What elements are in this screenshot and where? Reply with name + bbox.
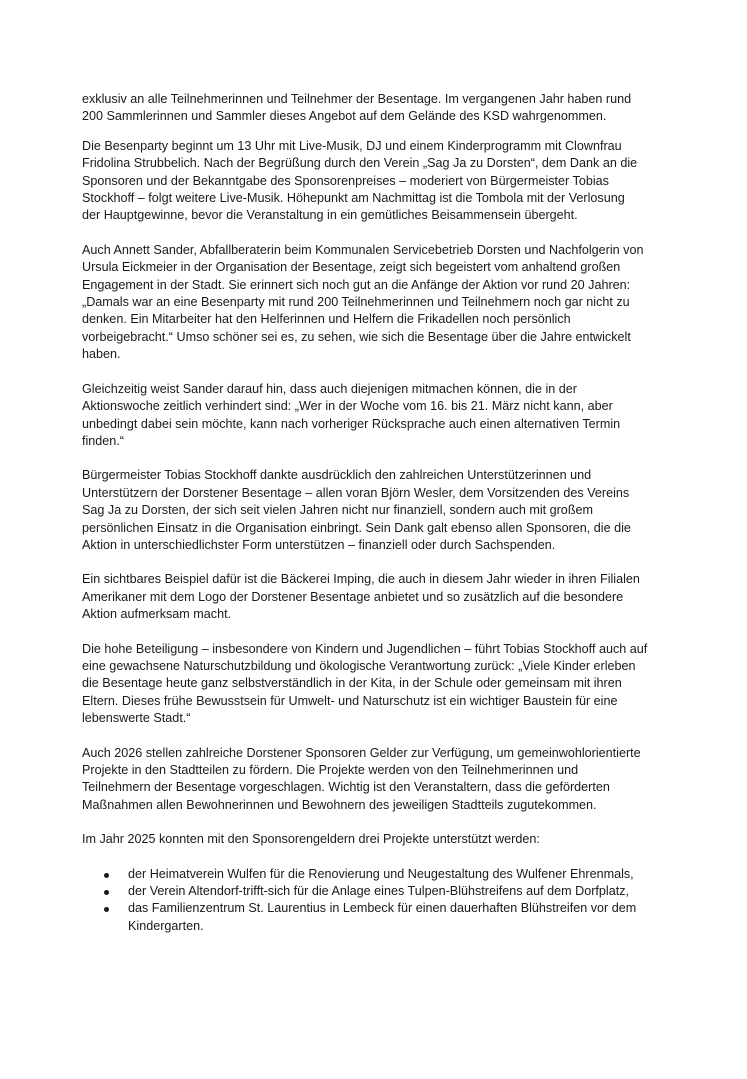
- list-item: [82, 883, 672, 900]
- paragraph-projects-2025: Im Jahr 2025 konnten mit den Sponsorengeldern drei Projekte unterstützt werden:: [82, 832, 540, 847]
- document-page: [82, 91, 672, 935]
- list-item-text: der Heimatverein Wulfen für die Renovierung und Neugestaltung des Wulfener Ehrenmals,: [128, 866, 634, 881]
- list-item-text: der Verein Altendorf-trifft-sich für die Anlage eines Tulpen-Blühstreifens auf dem Dorfplatz,: [128, 884, 629, 899]
- paragraph-baeckerei-imping: Ein sichtbares Beispiel dafür ist die Bäckerei Imping, die auch in diesem Jahr wieder in ihren Filialen Amerikaner mit dem Logo der Dorstener Besentage anbietet und so zusätzlich auf die besondere Aktion aufmerksam macht.: [82, 572, 640, 622]
- list-item: [82, 900, 672, 935]
- paragraph-alternative-date: Gleichzeitig weist Sander darauf hin, dass auch diejenigen mitmachen können, die in der Aktionswoche zeitlich verhindert sind: „Wer in der Woche vom 16. bis 21. März nicht kann, aber unbedingt dabei sein möchte, kann nach vorheriger Rücksprache auch einen alternativen Termin finden.“: [82, 381, 621, 448]
- list-item: [82, 866, 672, 883]
- paragraph-ksd-offer: exklusiv an alle Teilnehmerinnen und Teilnehmer der Besentage. Im vergangenen Jahr haben rund 200 Sammlerinnen und Sammler dieses Angebot auf dem Gelände des KSD wahrgenommen.: [82, 92, 632, 124]
- list-item-text: das Familienzentrum St. Laurentius in Lembeck für einen dauerhaften Blühstreifen vor dem Kindergarten.: [128, 901, 637, 933]
- paragraph-sponsors-2026: Auch 2026 stellen zahlreiche Dorstener Sponsoren Gelder zur Verfügung, um gemeinwohlorientierte Projekte in den Stadtteilen zu fördern. Die Projekte werden von den Teilnehmerinnen und Teilnehmern der Besentage vorgeschlagen. Wichtig ist den Veranstaltern, dass die geförderten Maßnahmen allen Bewohnerinnen und Bewohnern des jeweiligen Stadtteils zugutekommen.: [82, 745, 641, 812]
- paragraph-besenparty: Die Besenparty beginnt um 13 Uhr mit Live-Musik, DJ und einem Kinderprogramm mit Clownfrau Fridolina Strubbelich. Nach der Begrüßung durch den Verein „Sag Ja zu Dorsten“, dem Dank an die Sponsoren und der Bekanntgabe des Sponsorenpreises – moderiert von Bürgermeister Tobias Stockhoff – folgt weitere Live-Musik. Höhepunkt am Nachmittag ist die Tombola mit der Verlosung der Hauptgewinne, bevor die Veranstaltung in ein gemütliches Beisammensein übergeht.: [82, 138, 638, 223]
- paragraph-mayor-thanks: Bürgermeister Tobias Stockhoff dankte ausdrücklich den zahlreichen Unterstützerinnen und Unterstützern der Dorstener Besentage – allen voran Björn Wesler, dem Vorsitzenden des Vereins Sag Ja zu Dorsten, der sich seit vielen Jahren nicht nur finanziell, sondern auch mit großem persönlichen Einsatz in die Organisation einbringt. Sein Dank galt ebenso allen Sponsoren, die die Aktion in unterschiedlichster Form unterstützen – finanziell oder durch Sachspenden.: [82, 468, 631, 552]
- paragraph-annett-sander: Auch Annett Sander, Abfallberaterin beim Kommunalen Servicebetrieb Dorsten und Nachfolgerin von Ursula Eickmeier in der Organisation der Besentage, zeigt sich begeistert vom anhaltend großen Engagement in der Stadt. Sie erinnert sich noch gut an die Anfänge der Aktion vor rund 20 Jahren: „Damals war an eine Besenparty mit rund 200 Teilnehmerinnen und Teilnehmern noch gar nicht zu denken. Ein Mitarbeiter hat den Helferinnen und Helfern die Frikadellen noch persönlich vorbeigebracht.“ Umso schöner sei es, zu sehen, wie sich die Besentage über die Jahre entwickelt haben.: [82, 242, 644, 362]
- bullet-icon: [104, 873, 109, 878]
- paragraph-participation: Die hohe Beteiligung – insbesondere von Kindern und Jugendlichen – führt Tobias Stockhoff auch auf eine gewachsene Naturschutzbildung und ökologische Verantwortung zurück: „Viele Kinder erleben die Besentage heute ganz selbstverständlich in der Kita, in der Schule oder gemeinsam mit ihren Eltern. Dieses frühe Bewusstsein für Umwelt- und Naturschutz ist ein wichtiger Baustein für eine lebenswerte Stadt.“: [82, 641, 648, 726]
- bullet-icon: [104, 907, 109, 912]
- bullet-icon: [104, 890, 109, 895]
- projects-list: [82, 866, 672, 936]
